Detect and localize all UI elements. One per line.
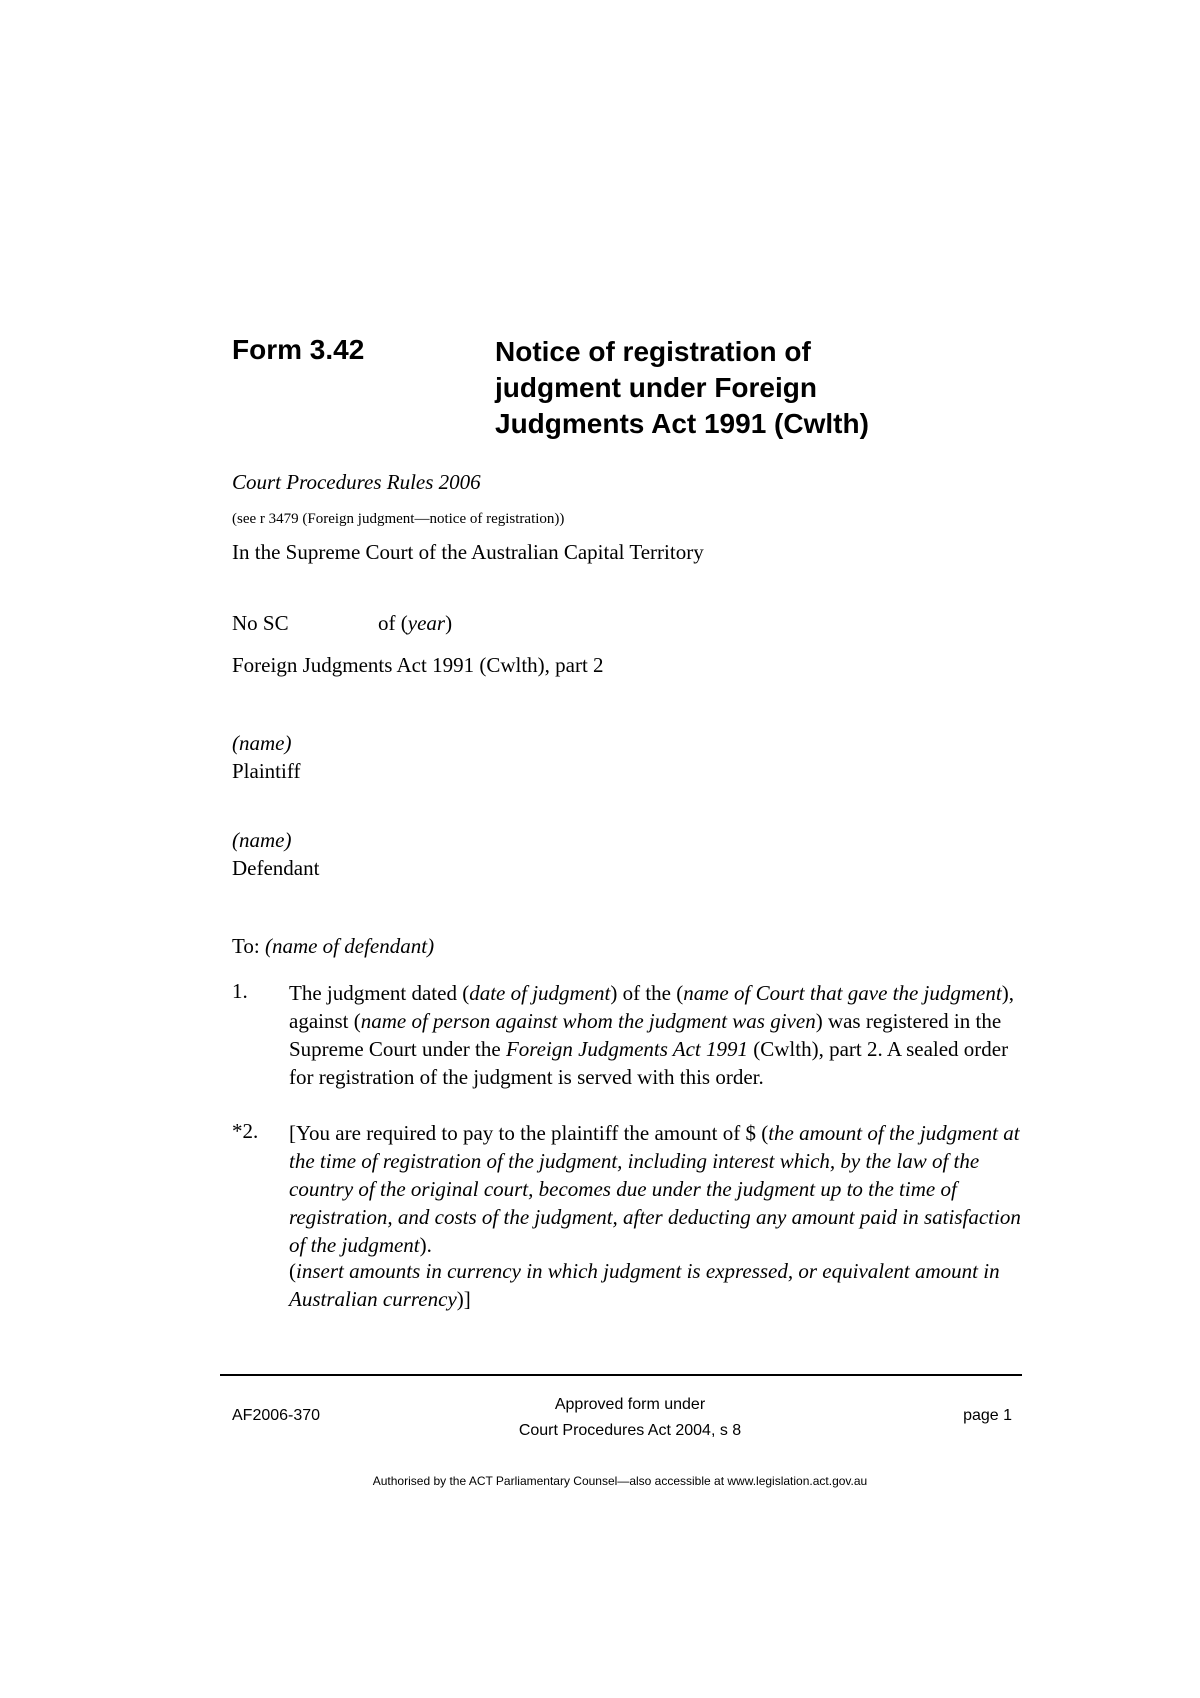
form-title-line: Notice of registration of: [495, 336, 811, 367]
defendant-role: Defendant: [232, 856, 320, 880]
rules-name: Court Procedures Rules 2006: [232, 470, 481, 494]
form-number: Form 3.42: [232, 334, 365, 365]
item-2-number: *2.: [232, 1119, 259, 1143]
plaintiff-role: Plaintiff: [232, 759, 301, 783]
form-title-line: Judgments Act 1991 (Cwlth): [495, 408, 869, 439]
act-line: Foreign Judgments Act 1991 (Cwlth), part 2: [232, 653, 604, 677]
item-1-placeholder-date: date of judgment: [469, 981, 611, 1005]
item-1-text-part: ) of the (: [610, 981, 684, 1005]
item-2-placeholder-amount: the amount of the judgment at the time of registration of the judgment, including interest which, by the law of the country of the original court, becomes due under the judgment up to the time of registration, and costs of the judgment, after deducting any amount paid in satisfaction of the judgment: [289, 1121, 1021, 1257]
footer-page-number: page 1: [963, 1407, 1012, 1424]
item-2-note: [289, 1257, 1029, 1313]
item-1-placeholder-person: name of person against whom the judgment was given: [360, 1009, 816, 1033]
item-1-text-part: ), against (: [289, 981, 1014, 1033]
item-2-text: [289, 1119, 1029, 1259]
item-1-act-name: Foreign Judgments Act 1991: [505, 1037, 748, 1061]
item-1-text: [289, 979, 1029, 1091]
item-2-text-part: ).: [419, 1233, 432, 1257]
item-1-placeholder-court: name of Court that gave the judgment: [683, 981, 1002, 1005]
rule-reference: (see r 3479 (Foreign judgment—notice of registration)): [232, 511, 565, 527]
footer-approved-line: Approved form under: [554, 1396, 706, 1413]
authorised-note: Authorised by the ACT Parliamentary Counsel—also accessible at www.legislation.act.gov.au: [372, 1474, 868, 1488]
footer-approved: [460, 1392, 800, 1444]
case-year-placeholder: year: [407, 611, 446, 635]
item-2-text-part: [You are required to pay to the plaintiff the amount of $ (: [289, 1121, 769, 1145]
item-2-note-part: (: [289, 1259, 296, 1283]
item-1-text-part: ) was registered in the Supreme Court under the: [289, 1009, 1002, 1061]
case-year: [378, 611, 452, 636]
addressee-prefix: To:: [232, 934, 265, 958]
item-2-note-placeholder: insert amounts in currency in which judgment is expressed, or equivalent amount in Australian currency: [289, 1259, 1000, 1311]
defendant-block: [232, 826, 319, 882]
item-2-note-part: )]: [456, 1287, 471, 1311]
plaintiff-block: [232, 729, 300, 785]
addressee-line: [232, 934, 434, 959]
item-1-number: 1.: [232, 979, 248, 1003]
form-title-line: judgment under Foreign: [495, 372, 817, 403]
court-name: In the Supreme Court of the Australian Capital Territory: [232, 540, 704, 564]
plaintiff-name: (name): [232, 731, 292, 755]
case-number-prefix: No SC: [232, 611, 289, 635]
footer-form-code: AF2006-370: [232, 1407, 321, 1424]
case-year-of: of (: [378, 611, 408, 635]
footer-approved-line: Court Procedures Act 2004, s 8: [518, 1422, 742, 1439]
footer-divider: [220, 1374, 1022, 1376]
case-year-close: ): [445, 611, 453, 635]
addressee-name: (name of defendant): [264, 934, 435, 958]
item-1-text-part: The judgment dated (: [289, 981, 470, 1005]
form-title: [495, 334, 1015, 442]
item-1-text-part: (Cwlth), part 2. A sealed order for registration of the judgment is served with this order.: [289, 1037, 1009, 1089]
defendant-name: (name): [232, 828, 292, 852]
